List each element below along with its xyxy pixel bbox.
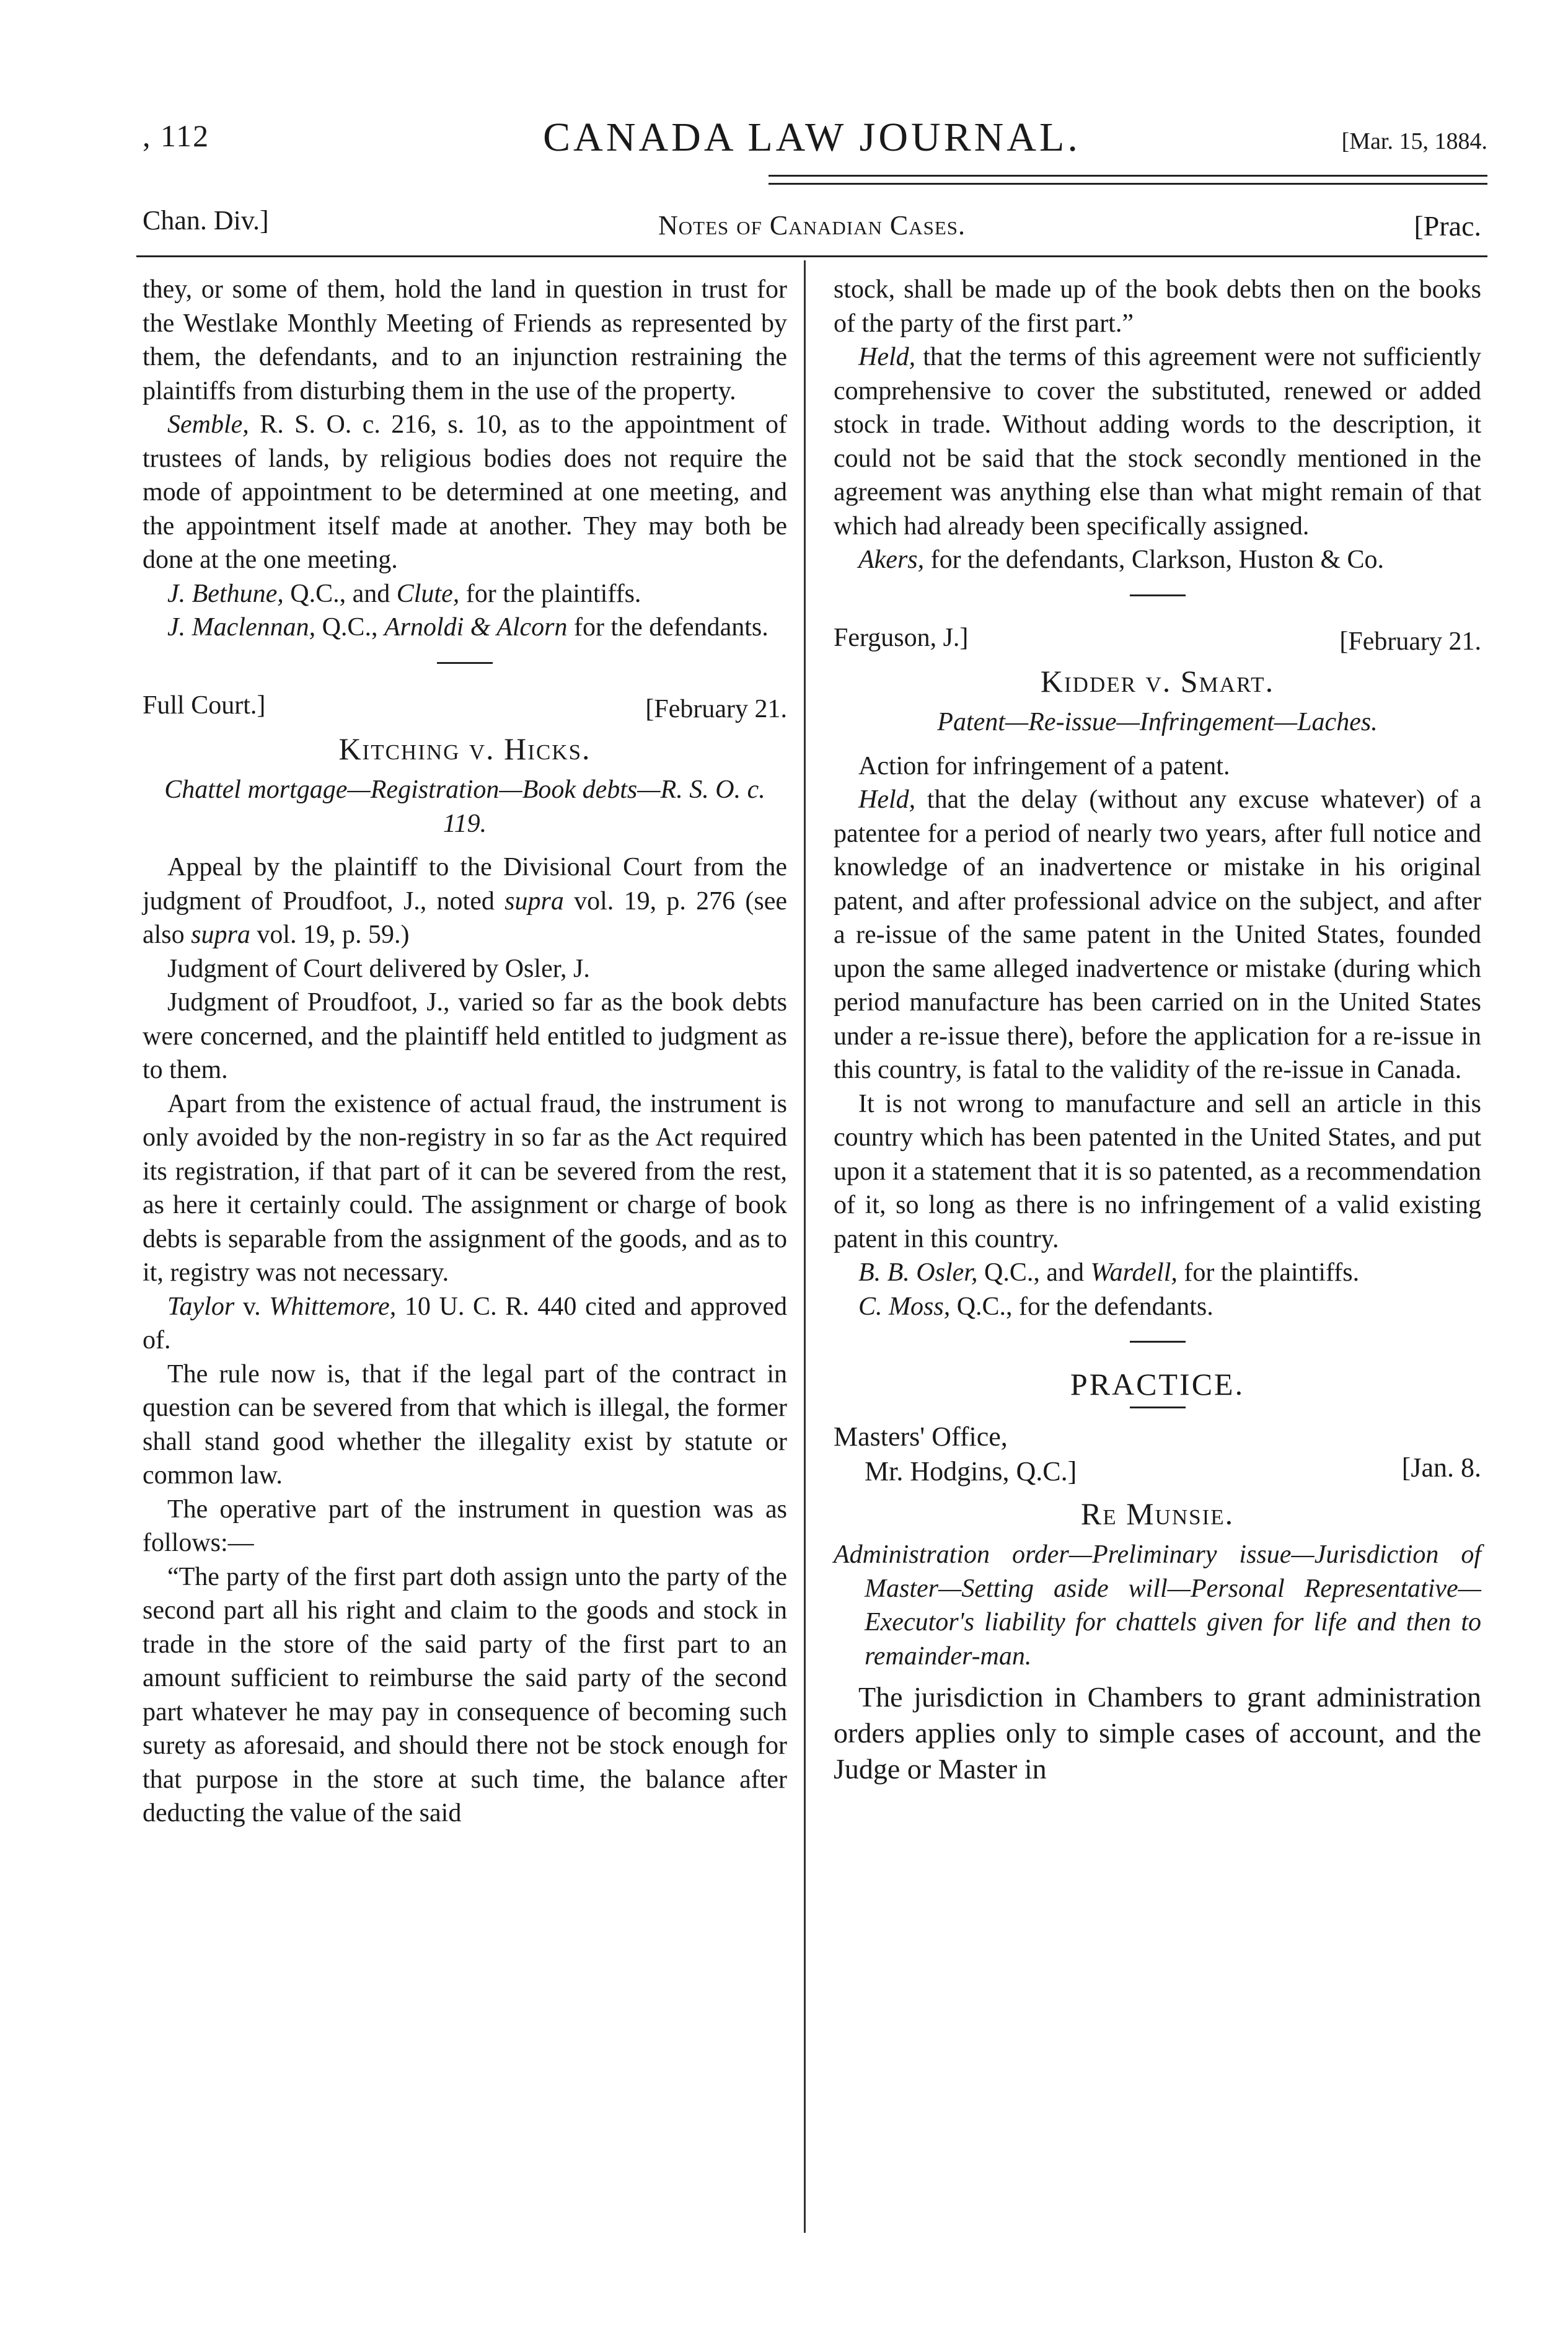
- column-divider: [804, 260, 806, 2233]
- division-label: Chan. Div.]: [143, 205, 269, 236]
- running-header: [136, 115, 1487, 167]
- paragraph: stock, shall be made up of the book debts then on the books of the party of the first part.”: [834, 275, 1481, 338]
- counsel-name: B. B. Osler,: [858, 1258, 978, 1287]
- counsel-name: Wardell,: [1090, 1258, 1178, 1287]
- court-name: Full Court.]: [143, 691, 266, 720]
- italic-lead: Held,: [858, 785, 916, 814]
- master-name: Mr. Hodgins, Q.C.]: [865, 1455, 1077, 1486]
- journal-title: CANADA LAW JOURNAL.: [543, 115, 1081, 160]
- section-separator: [1130, 1341, 1186, 1343]
- counsel-line: [834, 543, 1481, 577]
- text: vol. 19, p. 59.): [250, 921, 410, 949]
- paragraph: Judgment of Proudfoot, J., varied so far as the book debts were concerned, and the plaintiff held entitled to judgment as to them.: [143, 988, 787, 1084]
- case-title: Kitching v. Hicks.: [338, 731, 591, 766]
- paragraph: The jurisdiction in Chambers to grant administration orders applies only to simple cases of account, and the Judge or Master in: [834, 1681, 1481, 1785]
- paragraph: Action for infringement of a patent.: [858, 751, 1230, 780]
- paragraph: [834, 783, 1481, 1087]
- text: that the delay (without any excuse whatever) of a patentee for a period of nearly two years, after full notice and knowledge of an inadvertence or mistake in his original patent, and after professional advice on the subject, and after a re-issue of the same patent in the United States, founded upon the same alleged inadvertence or mistake (during which period manufacture has been carried on in the United States under a re-issue there), before the application for a re-issue in this country, is fatal to the validity of the re-issue in Canada.: [834, 785, 1481, 1084]
- text: 10 U. C. R. 440 cited and approved of.: [143, 1292, 787, 1354]
- section-rule: [136, 255, 1487, 257]
- paragraph: Judgment of Court delivered by Osler, J.: [167, 954, 590, 983]
- case-name: Taylor: [167, 1292, 235, 1321]
- counsel-name: Clute,: [396, 579, 460, 608]
- text: for the plaintiffs.: [459, 579, 641, 608]
- section-title: PRACTICE.: [1070, 1367, 1245, 1402]
- text: Q.C., and: [977, 1258, 1091, 1287]
- court-line: [834, 1420, 1481, 1491]
- counsel-name: C. Moss,: [858, 1292, 951, 1321]
- italic-lead: Held,: [858, 343, 916, 371]
- text: for the defendants.: [567, 613, 769, 642]
- case-catchwords: Chattel mortgage—Registration—Book debts—R. S. O. c. 119.: [164, 775, 765, 838]
- text: supra: [191, 921, 250, 949]
- text: v.: [234, 1292, 270, 1321]
- text: that the terms of this agreement were not sufficiently comprehensive to cover the substituted, renewed or added stock in trade. Without adding words to the description, it could not be said that the stock secondly mentioned in the agreement was anything else than what might remain of that which had already been specifically assigned.: [834, 343, 1481, 541]
- paragraph: [143, 850, 787, 952]
- case-separator: [1130, 594, 1186, 596]
- paragraph: The operative part of the instrument in question was as follows:—: [143, 1495, 787, 1557]
- text: vol. 19, p. 276 (see also: [143, 886, 787, 949]
- counsel-name: Arnoldi & Alcorn: [384, 613, 568, 642]
- counsel-line: [834, 1290, 1481, 1324]
- right-column: [834, 273, 1481, 1787]
- text: Q.C.,: [315, 613, 384, 642]
- left-column: [143, 273, 787, 1831]
- text: for the defendants, Clarkson, Huston & Co.: [924, 545, 1385, 574]
- paragraph: The rule now is, that if the legal part of the contract in question can be severed from that which is illegal, the former shall stand good whether the illegality exist by statute or common law.: [143, 1359, 787, 1490]
- paragraph: [834, 340, 1481, 543]
- counsel-name: J. Maclennan,: [167, 613, 316, 642]
- counsel-line: [143, 577, 787, 611]
- court-name: Masters' Office,: [834, 1421, 1008, 1452]
- counsel-name: Akers,: [858, 545, 925, 574]
- paragraph: [143, 408, 787, 577]
- counsel-name: J. Bethune,: [167, 579, 284, 608]
- section-name: Notes of Canadian Cases.: [658, 210, 966, 241]
- court-name: Ferguson, J.]: [834, 623, 969, 652]
- text: Q.C., for the defendants.: [950, 1292, 1213, 1321]
- case-date: [Jan. 8.: [1401, 1452, 1481, 1483]
- counsel-line: [143, 611, 787, 645]
- section-header: [143, 205, 1481, 242]
- case-title: Kidder v. Smart.: [1040, 663, 1275, 699]
- paragraph: they, or some of them, hold the land in question in trust for the Westlake Monthly Meeting of Friends as represented by them, the defendants, and to an injunction restraining the plaintiffs from disturbing them in the use of the property.: [143, 275, 787, 405]
- paragraph: It is not wrong to manufacture and sell an article in this country which has been patented in the United States, and put upon it a statement that it is so patented, as a recommendation of it, so long as there is no infringement of a valid existing patent in this country.: [834, 1089, 1481, 1253]
- section-title-rule: [1130, 1407, 1186, 1408]
- counsel-line: [834, 1256, 1481, 1290]
- italic-lead: Semble,: [167, 410, 249, 439]
- case-date: [February 21.: [1339, 627, 1481, 656]
- court-line: [143, 689, 787, 726]
- case-title: Re Munsie.: [1080, 1496, 1235, 1531]
- header-double-rule: [769, 175, 1487, 185]
- case-catchwords: Administration order—Preliminary issue—Jurisdiction of Master—Setting aside will—Personal Representative—Executor's liability for chattels given for life and then to remainder-man.: [834, 1540, 1481, 1671]
- case-date: [February 21.: [645, 694, 787, 723]
- page-number: , 112: [143, 118, 210, 153]
- text: for the plaintiffs.: [1177, 1258, 1360, 1287]
- court-line: [834, 621, 1481, 658]
- paragraph: Apart from the existence of actual fraud, the instrument is only avoided by the non-registry in so far as the Act required its registration, if that part of it can be severed from the rest, as here it certainly could. The assignment or charge of book debts is separable from the assignment of the goods, and as to it, registry was not necessary.: [143, 1089, 787, 1287]
- practice-label: [Prac.: [1414, 210, 1481, 242]
- issue-date: [Mar. 15, 1884.: [1341, 128, 1487, 154]
- quoted-paragraph: “The party of the first part doth assign unto the party of the second part all his right and claim to the goods and stock in trade in the store of the said party of the first part to an amount sufficient to reimburse the said party of the second part whatever he may pay in consequence of becoming such surety as aforesaid, and should there not be stock enough for that purpose in the store at such time, the balance after deducting the value of the said: [143, 1562, 787, 1827]
- paragraph: [143, 1290, 787, 1358]
- text: Q.C., and: [283, 579, 397, 608]
- text: Appeal by the plaintiff to the Divisional Court from the judgment of Proudfoot, J., noted: [143, 853, 787, 916]
- case-name: Whittemore,: [269, 1292, 397, 1321]
- case-separator: [437, 662, 493, 664]
- case-catchwords: Patent—Re-issue—Infringement—Laches.: [937, 708, 1378, 736]
- text: R. S. O. c. 216, s. 10, as to the appointment of trustees of lands, by religious bodies does not require the mode of appointment to be determined at one meeting, and the appointment itself made at another. They may both be done at the one meeting.: [143, 410, 787, 574]
- text: supra: [504, 886, 564, 916]
